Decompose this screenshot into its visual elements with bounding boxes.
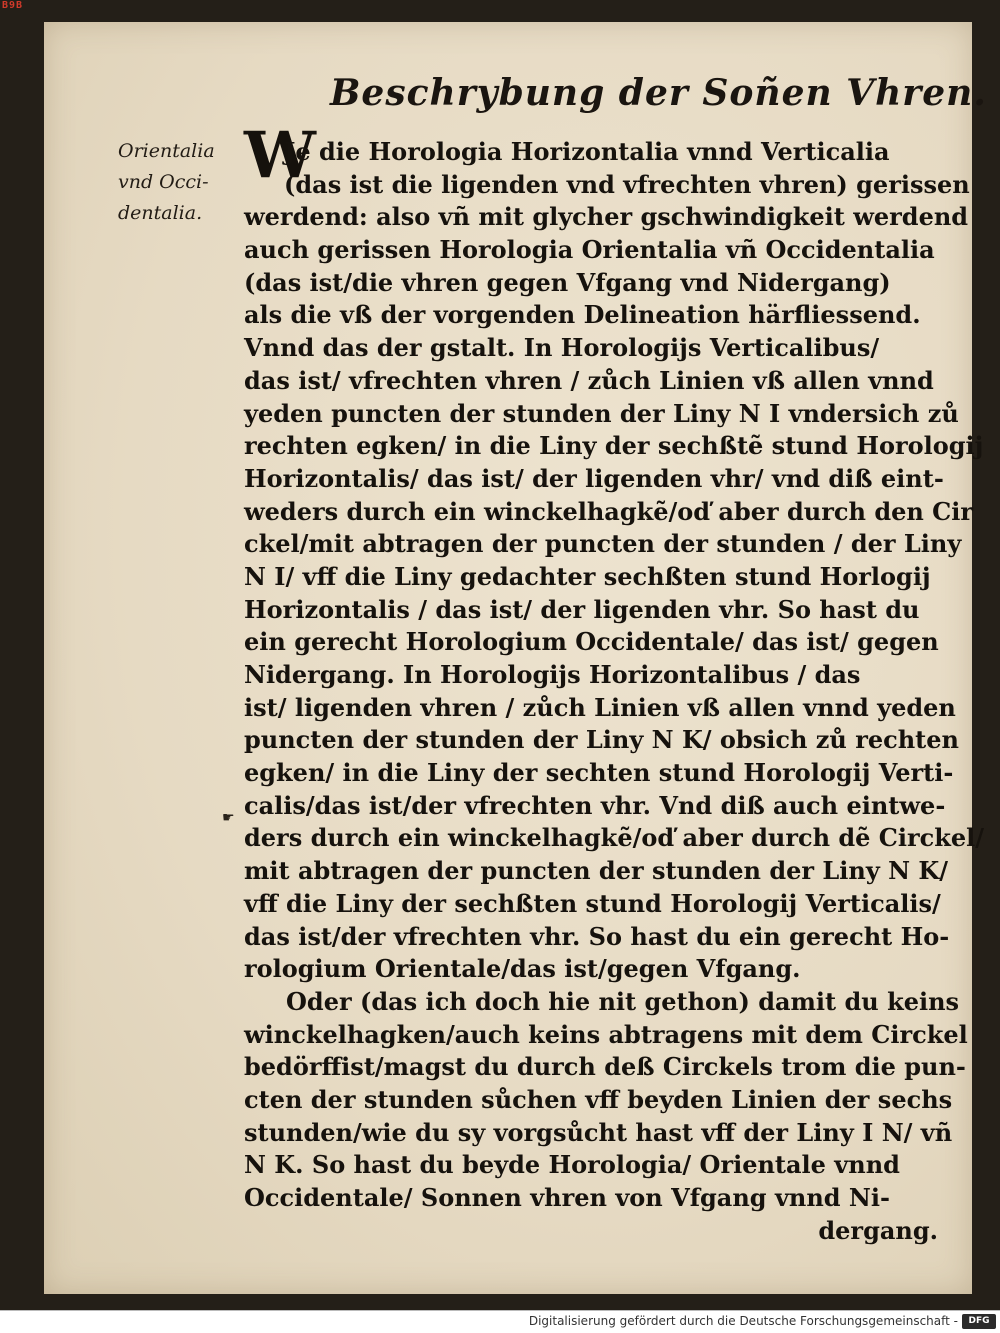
text-line: stunden/wie du sy vorgsůcht hast vff der Liny I N/ vñ (244, 1117, 953, 1147)
text-line: das ist/der vfrechten vhr. So hast du ein gerecht Ho- (244, 921, 950, 951)
text-line: als die vß der vorgenden Delineation härfliessend. (244, 300, 921, 330)
text-line: ders durch ein winckelhagkẽ/oď aber durch dẽ Circkel/ (244, 823, 985, 853)
text-line: das ist/ vfrechten vhren / zůch Linien vß allen vnnd (244, 365, 934, 395)
text-line: cten der stunden sůchen vff beyden Linien der sechs (244, 1084, 953, 1114)
text-line: werdend: also vñ mit glycher gschwindigkeit werdend (244, 202, 969, 232)
text-line: ckel/mit abtragen der puncten der stunden / der Liny (244, 529, 962, 559)
text-line: (das ist/die vhren gegen Vfgang vnd Nidergang) (244, 267, 891, 297)
text-line: dergang. (818, 1215, 938, 1245)
running-head: Beschrybung der Soñen Vhren. (330, 72, 987, 114)
body-text (244, 136, 985, 1247)
text-line: ist/ ligenden vhren / zůch Linien vß allen vnnd yeden (244, 692, 956, 722)
margin-note (118, 136, 248, 229)
text-line: Horizontalis / das ist/ der ligenden vhr. So hast du (244, 594, 920, 624)
drop-cap: W (244, 118, 316, 193)
text-line: bedörffist/magst du durch deß Circkels trom die pun- (244, 1052, 966, 1082)
text-line: N K. So hast du beyde Horologia/ Orientale vnnd (244, 1150, 900, 1180)
text-line: Vnnd das der gstalt. In Horologijs Verticalibus/ (244, 333, 880, 363)
margin-note-line: vnd Occi- (118, 171, 209, 193)
text-line: calis/das ist/der vfrechten vhr. Vnd diß auch eintwe- (244, 790, 946, 820)
folio-mark: B9B (2, 0, 24, 11)
funding-notice: Digitalisierung gefördert durch die Deutsche Forschungsgemeinschaft - (528, 1314, 958, 1328)
text-line: mit abtragen der puncten der stunden der Liny N K/ (244, 856, 949, 886)
dfg-logo: DFG (962, 1314, 996, 1329)
text-line: weders durch ein winckelhagkẽ/oď aber durch den Cir (244, 496, 974, 526)
text-line: Oder (das ich doch hie nit gethon) damit du keins (286, 986, 960, 1016)
text-line: Je die Horologia Horizontalia vnnd Verticalia (284, 137, 890, 166)
text-line: yeden puncten der stunden der Liny N I vndersich zů (244, 398, 959, 428)
text-line: puncten der stunden der Liny N K/ obsich zů rechten (244, 725, 959, 755)
text-line: vff die Liny der sechßten stund Horologij Verticalis/ (244, 888, 941, 918)
text-line: ein gerecht Horologium Occidentale/ das ist/ gegen (244, 627, 939, 657)
text-line: Nidergang. In Horologijs Horizontalibus / das (244, 660, 861, 689)
text-line: rechten egken/ in die Liny der sechßtẽ stund Horologij (244, 431, 984, 461)
text-line: (das ist die ligenden vnd vfrechten vhren) gerissen (284, 169, 970, 199)
text-line: Occidentale/ Sonnen vhren von Vfgang vnnd Ni- (244, 1183, 890, 1212)
text-line: rologium Orientale/das ist/gegen Vfgang. (244, 954, 801, 984)
text-line: N I/ vff die Liny gedachter sechßten stund Horlogij (244, 561, 931, 591)
text-line: Horizontalis/ das ist/ der ligenden vhr/ vnd diß eint- (244, 463, 944, 493)
pointing-hand-icon: ☛ (222, 810, 235, 826)
text-line: egken/ in die Liny der sechten stund Horologij Verti- (244, 758, 954, 788)
text-line: winckelhagken/auch keins abtragens mit dem Circkel (244, 1019, 968, 1049)
margin-note-line: Orientalia (118, 140, 215, 162)
footer-bar (0, 1310, 1000, 1333)
text-line: auch gerissen Horologia Orientalia vñ Occidentalia (244, 235, 935, 265)
margin-note-line: dentalia. (118, 202, 203, 224)
